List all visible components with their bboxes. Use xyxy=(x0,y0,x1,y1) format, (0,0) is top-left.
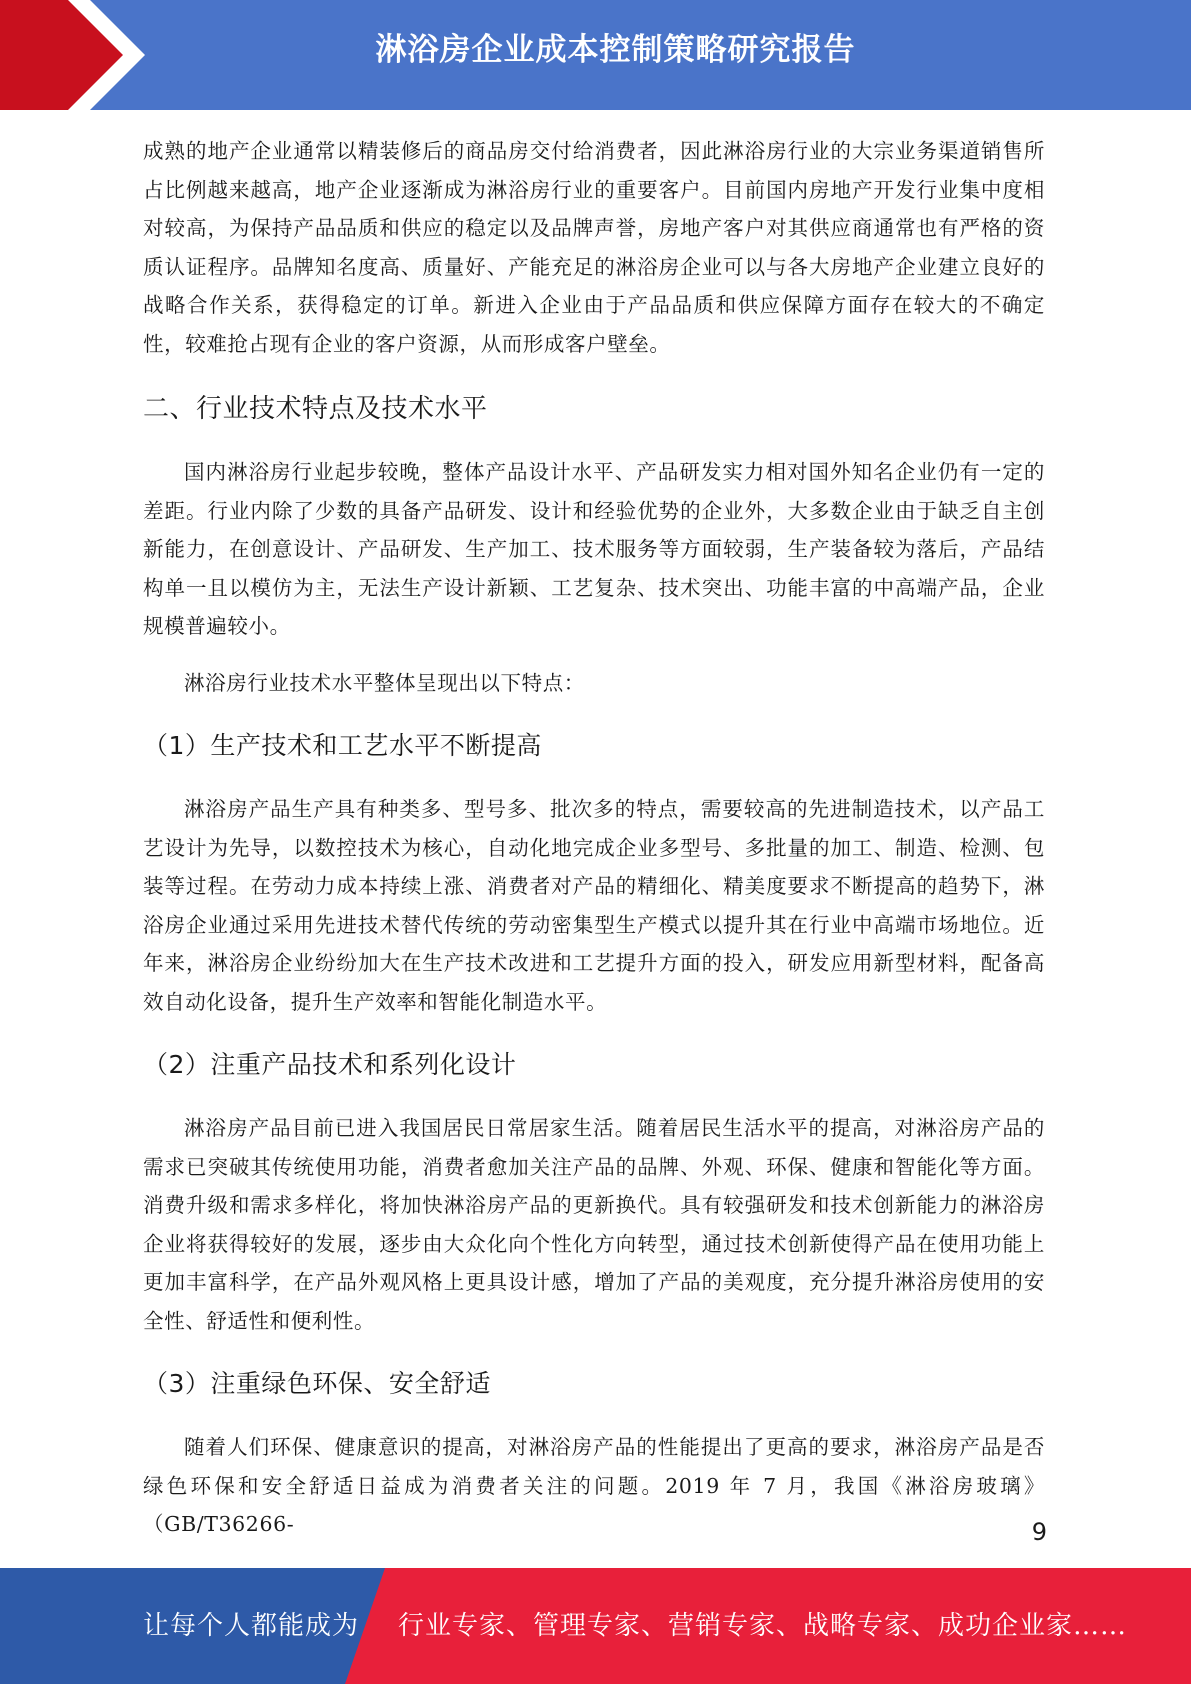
section-heading-technology: 二、行业技术特点及技术水平 xyxy=(143,394,488,424)
paragraph-product-design: 淋浴房产品目前已进入我国居民日常居家生活。随着居民生活水平的提高，对淋浴房产品的需求已突破其传统使用功能，消费者愈加关注产品的品牌、外观、环保、健康和智能化等方面。消费升级和需求多样化，将加快淋浴房产品的更新换代。具有较强研发和技术创新能力的淋浴房企业将获得较好的发展，逐步由大众化向个性化方向转型，通过技术创新使得产品在使用功能上更加丰富科学，在产品外观风格上更具设计感，增加了产品的美观度，充分提升淋浴房使用的安全性、舒适性和便利性。 xyxy=(143,1116,1045,1333)
paragraph-features-lead: 淋浴房行业技术水平整体呈现出以下特点： xyxy=(184,670,585,695)
page-number: 9 xyxy=(1031,1518,1047,1546)
paragraph-industry-overview: 国内淋浴房行业起步较晚，整体产品设计水平、产品研发实力相对国外知名企业仍有一定的差距。行业内除了少数的具备产品研发、设计和经验优势的企业外，大多数企业由于缺乏自主创新能力，在创意设计、产品研发、生产加工、技术服务等方面较弱，生产装备较为落后，产品结构单一且以模仿为主，无法生产设计新颖、工艺复杂、技术突出、功能丰富的中高端产品，企业规模普遍较小。 xyxy=(143,460,1045,638)
page-footer xyxy=(0,1568,1191,1684)
subheading-product-design: （2）注重产品技术和系列化设计 xyxy=(143,1050,517,1079)
paragraph-intro: 成熟的地产企业通常以精装修后的商品房交付给消费者，因此淋浴房行业的大宗业务渠道销售所占比例越来越高，地产企业逐渐成为淋浴房行业的重要客户。目前国内房地产开发行业集中度相对较高，为保持产品品质和供应的稳定以及品牌声誉，房地产客户对其供应商通常也有严格的资质认证程序。品牌知名度高、质量好、产能充足的淋浴房企业可以与各大房地产企业建立良好的战略合作关系，获得稳定的订单。新进入企业由于产品品质和供应保障方面存在较大的不确定性，较难抢占现有企业的客户资源，从而形成客户壁垒。 xyxy=(143,139,1045,356)
subheading-green-safety: （3）注重绿色环保、安全舒适 xyxy=(143,1369,491,1398)
subheading-production-technology: （1）生产技术和工艺水平不断提高 xyxy=(143,731,542,760)
footer-slogan-right: 行业专家、管理专家、营销专家、战略专家、成功企业家…… xyxy=(398,1611,1128,1641)
document-body xyxy=(143,132,1045,1544)
paragraph-production-technology: 淋浴房产品生产具有种类多、型号多、批次多的特点，需要较高的先进制造技术，以产品工艺设计为先导，以数控技术为核心，自动化地完成企业多型号、多批量的加工、制造、检测、包装等过程。在劳动力成本持续上涨、消费者对产品的精细化、精美度要求不断提高的趋势下，淋浴房企业通过采用先进技术替代传统的劳动密集型生产模式以提升其在行业中高端市场地位。近年来，淋浴房企业纷纷加大在生产技术改进和工艺提升方面的投入，研发应用新型材料，配备高效自动化设备，提升生产效率和智能化制造水平。 xyxy=(143,797,1045,1014)
page-header xyxy=(0,0,1191,110)
paragraph-green-safety: 随着人们环保、健康意识的提高，对淋浴房产品的性能提出了更高的要求，淋浴房产品是否绿色环保和安全舒适日益成为消费者关注的问题。2019 年 7 月，我国《淋浴房玻璃》（GB/T36266- xyxy=(143,1435,1045,1536)
report-title: 淋浴房企业成本控制策略研究报告 xyxy=(375,32,856,68)
footer-slogan-left: 让每个人都能成为 xyxy=(143,1611,360,1641)
